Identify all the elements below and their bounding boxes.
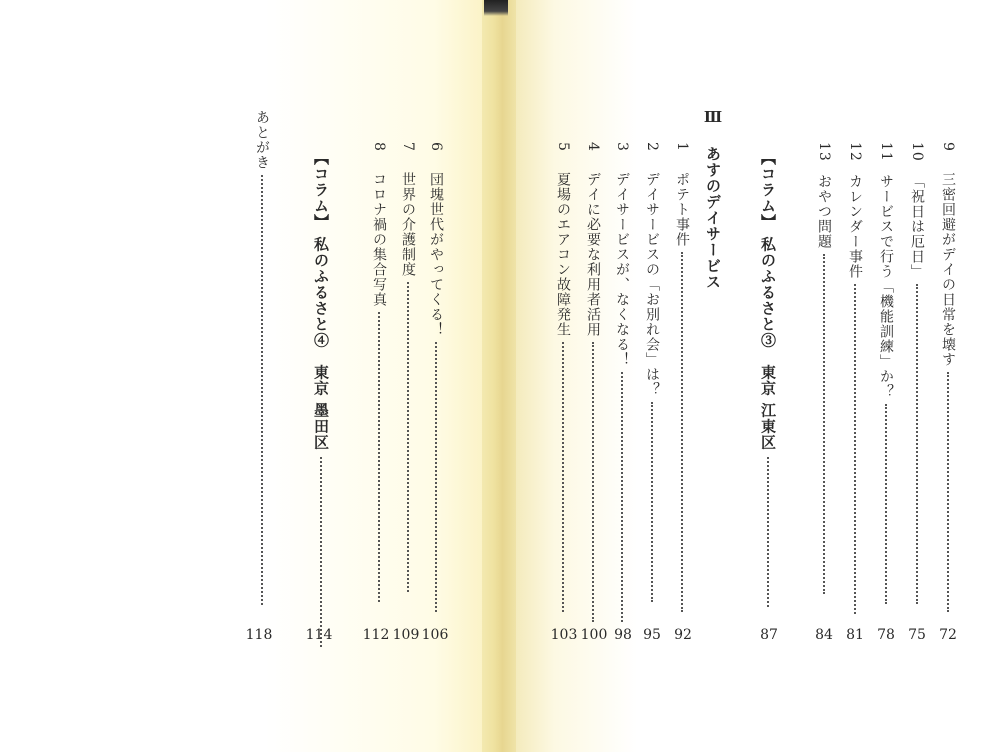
toc-entry[interactable] [583, 142, 603, 152]
toc-column-entry[interactable] [311, 150, 331, 647]
dot-leader [681, 252, 683, 612]
entry-title: カレンダー事件 [847, 174, 863, 279]
entry-number: 11 [878, 142, 894, 162]
entry-title: デイサービスが、なくなる！ [614, 172, 630, 367]
toc-entry-title[interactable] [398, 172, 418, 592]
toc-entry-title[interactable] [938, 172, 958, 612]
toc-entry[interactable] [938, 142, 958, 152]
dot-leader [767, 457, 769, 607]
toc-entry[interactable] [612, 142, 632, 152]
dot-leader [261, 175, 263, 605]
entry-number: 9 [940, 142, 956, 152]
entry-title: あとがき [254, 110, 270, 170]
toc-entry[interactable] [369, 142, 389, 152]
entry-title: デイに必要な利用者活用 [585, 172, 601, 337]
entry-title: 夏場のエアコン故障発生 [555, 172, 571, 337]
toc-entry-title[interactable] [583, 172, 603, 622]
page-number: 100 [580, 627, 608, 643]
toc-entry-title[interactable] [672, 172, 692, 612]
dot-leader [407, 282, 409, 592]
page-number: 103 [550, 627, 578, 643]
entry-title: 【コラム】 私のふるさと③ 東京 江東区 [759, 150, 777, 451]
page-number: 75 [908, 627, 926, 643]
toc-entry[interactable] [553, 142, 573, 152]
toc-entry[interactable] [876, 142, 896, 162]
entry-title: デイサービスの「お別れ会」は？ [644, 172, 660, 397]
entry-title: コロナ禍の集合写真 [371, 172, 387, 307]
dot-leader [592, 342, 594, 622]
dot-leader [562, 342, 564, 612]
page-number: 84 [815, 627, 833, 643]
book-spine [482, 0, 516, 752]
page-number: 106 [421, 627, 449, 643]
page-number: 114 [305, 627, 333, 643]
entry-number: 10 [909, 142, 925, 162]
entry-number: 5 [555, 142, 571, 152]
entry-number: 1 [674, 142, 690, 152]
toc-entry-title[interactable] [814, 174, 834, 594]
toc-entry-title[interactable] [369, 172, 389, 602]
part-number: Ⅲ [703, 108, 723, 126]
dot-leader [823, 254, 825, 594]
dot-leader [621, 372, 623, 622]
entry-title: 世界の介護制度 [400, 172, 416, 277]
part-title[interactable]: あすのデイサービス [704, 146, 722, 290]
entry-number: 2 [644, 142, 660, 152]
toc-entry-title[interactable] [907, 174, 927, 604]
page-number: 109 [392, 627, 420, 643]
toc-entry[interactable] [672, 142, 692, 152]
dot-leader [854, 284, 856, 614]
entry-number: 4 [585, 142, 601, 152]
page-number: 95 [643, 627, 661, 643]
entry-title: 【コラム】 私のふるさと④ 東京 墨田区 [312, 150, 330, 451]
dot-leader [947, 372, 949, 612]
toc-entry[interactable] [642, 142, 662, 152]
toc-entry-title[interactable] [845, 174, 865, 614]
entry-title: ポテト事件 [674, 172, 690, 247]
entry-number: 3 [614, 142, 630, 152]
toc-entry-title[interactable] [876, 174, 896, 604]
entry-number: 7 [400, 142, 416, 152]
entry-number: 8 [371, 142, 387, 152]
page-number: 81 [846, 627, 864, 643]
page-number: 118 [245, 627, 273, 643]
toc-column-entry[interactable] [758, 150, 778, 607]
entry-number: 13 [816, 142, 832, 162]
entry-number: 12 [847, 142, 863, 162]
toc-entry[interactable] [845, 142, 865, 162]
dot-leader [378, 312, 380, 602]
entry-title: 団塊世代がやってくる！ [428, 172, 444, 337]
dot-leader [651, 402, 653, 602]
toc-entry-title[interactable] [553, 172, 573, 612]
page-number: 72 [939, 627, 957, 643]
page-number: 78 [877, 627, 895, 643]
entry-title: サービスで行う「機能訓練」か？ [878, 174, 894, 399]
entry-title: おやつ問題 [816, 174, 832, 249]
page-number: 92 [674, 627, 692, 643]
toc-entry-afterword[interactable] [252, 110, 272, 605]
entry-title: 三密回避がデイの日常を壊す [940, 172, 956, 367]
entry-number: 6 [428, 142, 444, 152]
toc-entry[interactable] [814, 142, 834, 162]
page-number: 112 [362, 627, 390, 643]
dot-leader [916, 284, 918, 604]
dot-leader [885, 404, 887, 604]
dot-leader [435, 342, 437, 612]
spine-shadow [484, 0, 508, 16]
page-number: 87 [760, 627, 778, 643]
toc-entry-title[interactable] [642, 172, 662, 602]
toc-entry[interactable] [398, 142, 418, 152]
toc-entry-title[interactable] [426, 172, 446, 612]
dot-leader [320, 457, 322, 647]
toc-entry[interactable] [426, 142, 446, 152]
entry-title: 「祝日は厄日」 [909, 174, 925, 279]
page-number: 98 [614, 627, 632, 643]
toc-entry[interactable] [907, 142, 927, 162]
toc-entry-title[interactable] [612, 172, 632, 622]
